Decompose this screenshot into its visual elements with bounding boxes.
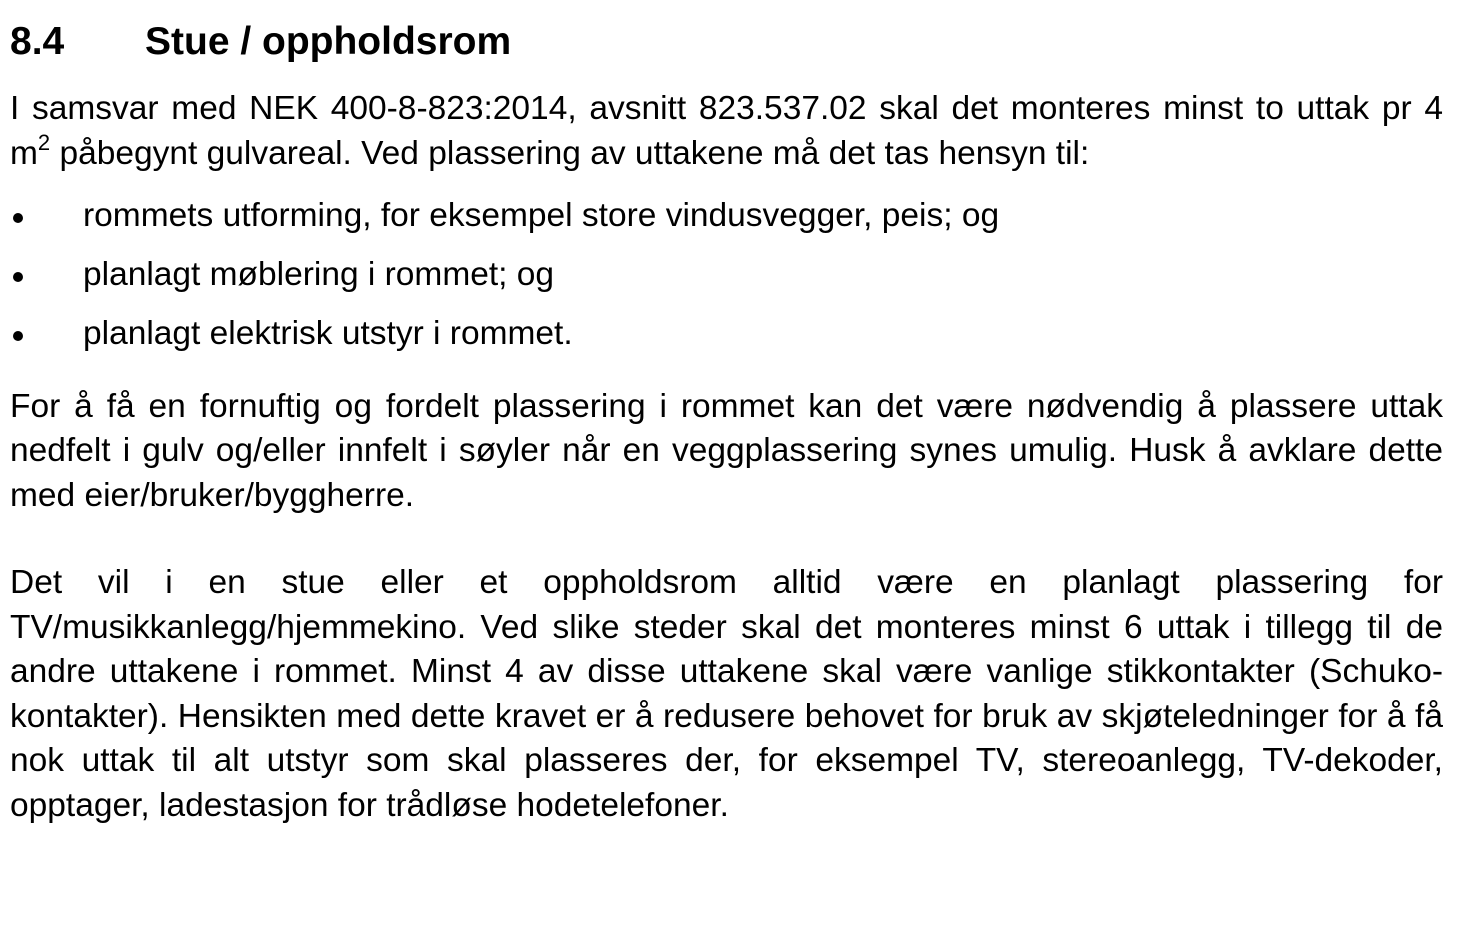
section-heading <box>10 14 1443 70</box>
document-page <box>10 14 1443 828</box>
bullet-icon <box>13 331 23 341</box>
intro-text-2: påbegynt gulvareal. Ved plassering av uttakene må det tas hensyn til: <box>50 134 1090 172</box>
bullet-icon <box>13 213 23 223</box>
list-item-text: planlagt møblering i rommet; og <box>83 256 555 293</box>
list-item-text: rommets utforming, for eksempel store vindusvegger, peis; og <box>83 197 1000 234</box>
list-item <box>10 312 1443 357</box>
bullet-icon <box>13 272 23 282</box>
bullet-list <box>10 194 1443 357</box>
intro-text-1: I samsvar med NEK 400-8-823:2014, avsnitt 823.537.02 skal det monteres minst to uttak pr 4 m <box>10 90 1443 172</box>
placement-paragraph: For å få en fornuftig og fordelt plassering i rommet kan det være nødvendig å plassere uttak nedfelt i gulv og/eller innfelt i søyler når en veggplassering synes umulig. Husk å avklare dette med eier/bruker/byggherre. <box>10 387 1443 514</box>
superscript-2: 2 <box>37 129 51 155</box>
section-number: 8.4 <box>10 20 65 63</box>
intro-paragraph <box>10 87 1443 176</box>
list-item-text: planlagt elektrisk utstyr i rommet. <box>83 315 573 352</box>
section-title: Stue / oppholdsrom <box>145 20 512 63</box>
list-item <box>10 253 1443 298</box>
tv-outlets-paragraph: Det vil i en stue eller et oppholdsrom alltid være en planlagt plassering for TV/musikkanlegg/hjemmekino. Ved slike steder skal det monteres minst 6 uttak i tillegg til de andre uttakene i rommet. Minst 4 av disse uttakene skal være vanlige stikkontakter (Schuko-kontakter). Hensikten med dette kravet er å redusere behovet for bruk av skjøteledninger for å få nok uttak til alt utstyr som skal plasseres der, for eksempel TV, stereoanlegg, TV-dekoder, opptager, ladestasjon for trådløse hodetelefoner. <box>10 564 1443 824</box>
list-item <box>10 194 1443 239</box>
